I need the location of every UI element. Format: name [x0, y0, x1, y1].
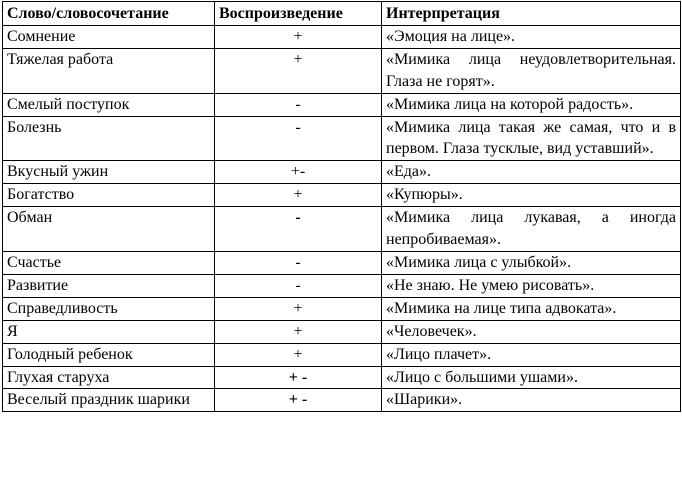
reproduction-cell: + [215, 48, 382, 93]
word-cell: Глухая старуха [3, 366, 215, 389]
interpretation-cell: «Лицо плачет». [382, 343, 681, 366]
reproduction-cell: - [215, 116, 382, 161]
word-cell: Тяжелая работа [3, 48, 215, 93]
word-cell: Справедливость [3, 297, 215, 320]
reproduction-cell: + - [215, 389, 382, 412]
table-row [3, 93, 681, 116]
interpretation-cell: «Мимика лица лукавая, а иногда непробиваемая». [382, 207, 681, 252]
table-row [3, 274, 681, 297]
word-cell: Смелый поступок [3, 93, 215, 116]
table-row [3, 25, 681, 48]
interpretation-cell: «Шарики». [382, 389, 681, 412]
reproduction-cell: - [215, 207, 382, 252]
reproduction-cell: + - [215, 366, 382, 389]
interpretation-cell: «Не знаю. Не умею рисовать». [382, 274, 681, 297]
interpretation-cell: «Эмоция на лице». [382, 25, 681, 48]
interpretation-cell: «Еда». [382, 161, 681, 184]
word-cell: Сомнение [3, 25, 215, 48]
table-row [3, 161, 681, 184]
word-cell: Я [3, 320, 215, 343]
header-reproduction: Воспроизведение [215, 2, 382, 26]
table-row [3, 366, 681, 389]
header-interpretation: Интерпретация [382, 2, 681, 26]
reproduction-cell: + [215, 320, 382, 343]
reproduction-cell: - [215, 251, 382, 274]
table-row [3, 207, 681, 252]
interpretation-cell: «Купюры». [382, 184, 681, 207]
table-row [3, 389, 681, 412]
interpretation-cell: «Мимика на лице типа адвоката». [382, 297, 681, 320]
interpretation-cell: «Мимика лица на которой радость». [382, 93, 681, 116]
interpretation-cell: «Лицо с большими ушами». [382, 366, 681, 389]
reproduction-cell: + [215, 25, 382, 48]
reproduction-cell: - [215, 274, 382, 297]
table-row [3, 320, 681, 343]
table-row [3, 116, 681, 161]
word-cell: Обман [3, 207, 215, 252]
word-cell: Болезнь [3, 116, 215, 161]
reproduction-cell: - [215, 93, 382, 116]
table-row [3, 251, 681, 274]
word-cell: Счастье [3, 251, 215, 274]
interpretation-cell: «Мимика лица такая же самая, что и в первом. Глаза тусклые, вид уставший». [382, 116, 681, 161]
table-row [3, 48, 681, 93]
word-cell: Богатство [3, 184, 215, 207]
table-row [3, 343, 681, 366]
reproduction-cell: + [215, 343, 382, 366]
header-word: Слово/словосочетание [3, 2, 215, 26]
word-cell: Развитие [3, 274, 215, 297]
header-row [3, 2, 681, 26]
reproduction-cell: +- [215, 161, 382, 184]
table-row [3, 297, 681, 320]
interpretation-cell: «Человечек». [382, 320, 681, 343]
results-table [2, 1, 681, 412]
reproduction-cell: + [215, 184, 382, 207]
interpretation-cell: «Мимика лица с улыбкой». [382, 251, 681, 274]
interpretation-cell: «Мимика лица неудовлетворительная. Глаза не горят». [382, 48, 681, 93]
word-cell: Вкусный ужин [3, 161, 215, 184]
table-row [3, 184, 681, 207]
word-cell: Голодный ребенок [3, 343, 215, 366]
word-cell: Веселый праздник шарики [3, 389, 215, 412]
reproduction-cell: + [215, 297, 382, 320]
